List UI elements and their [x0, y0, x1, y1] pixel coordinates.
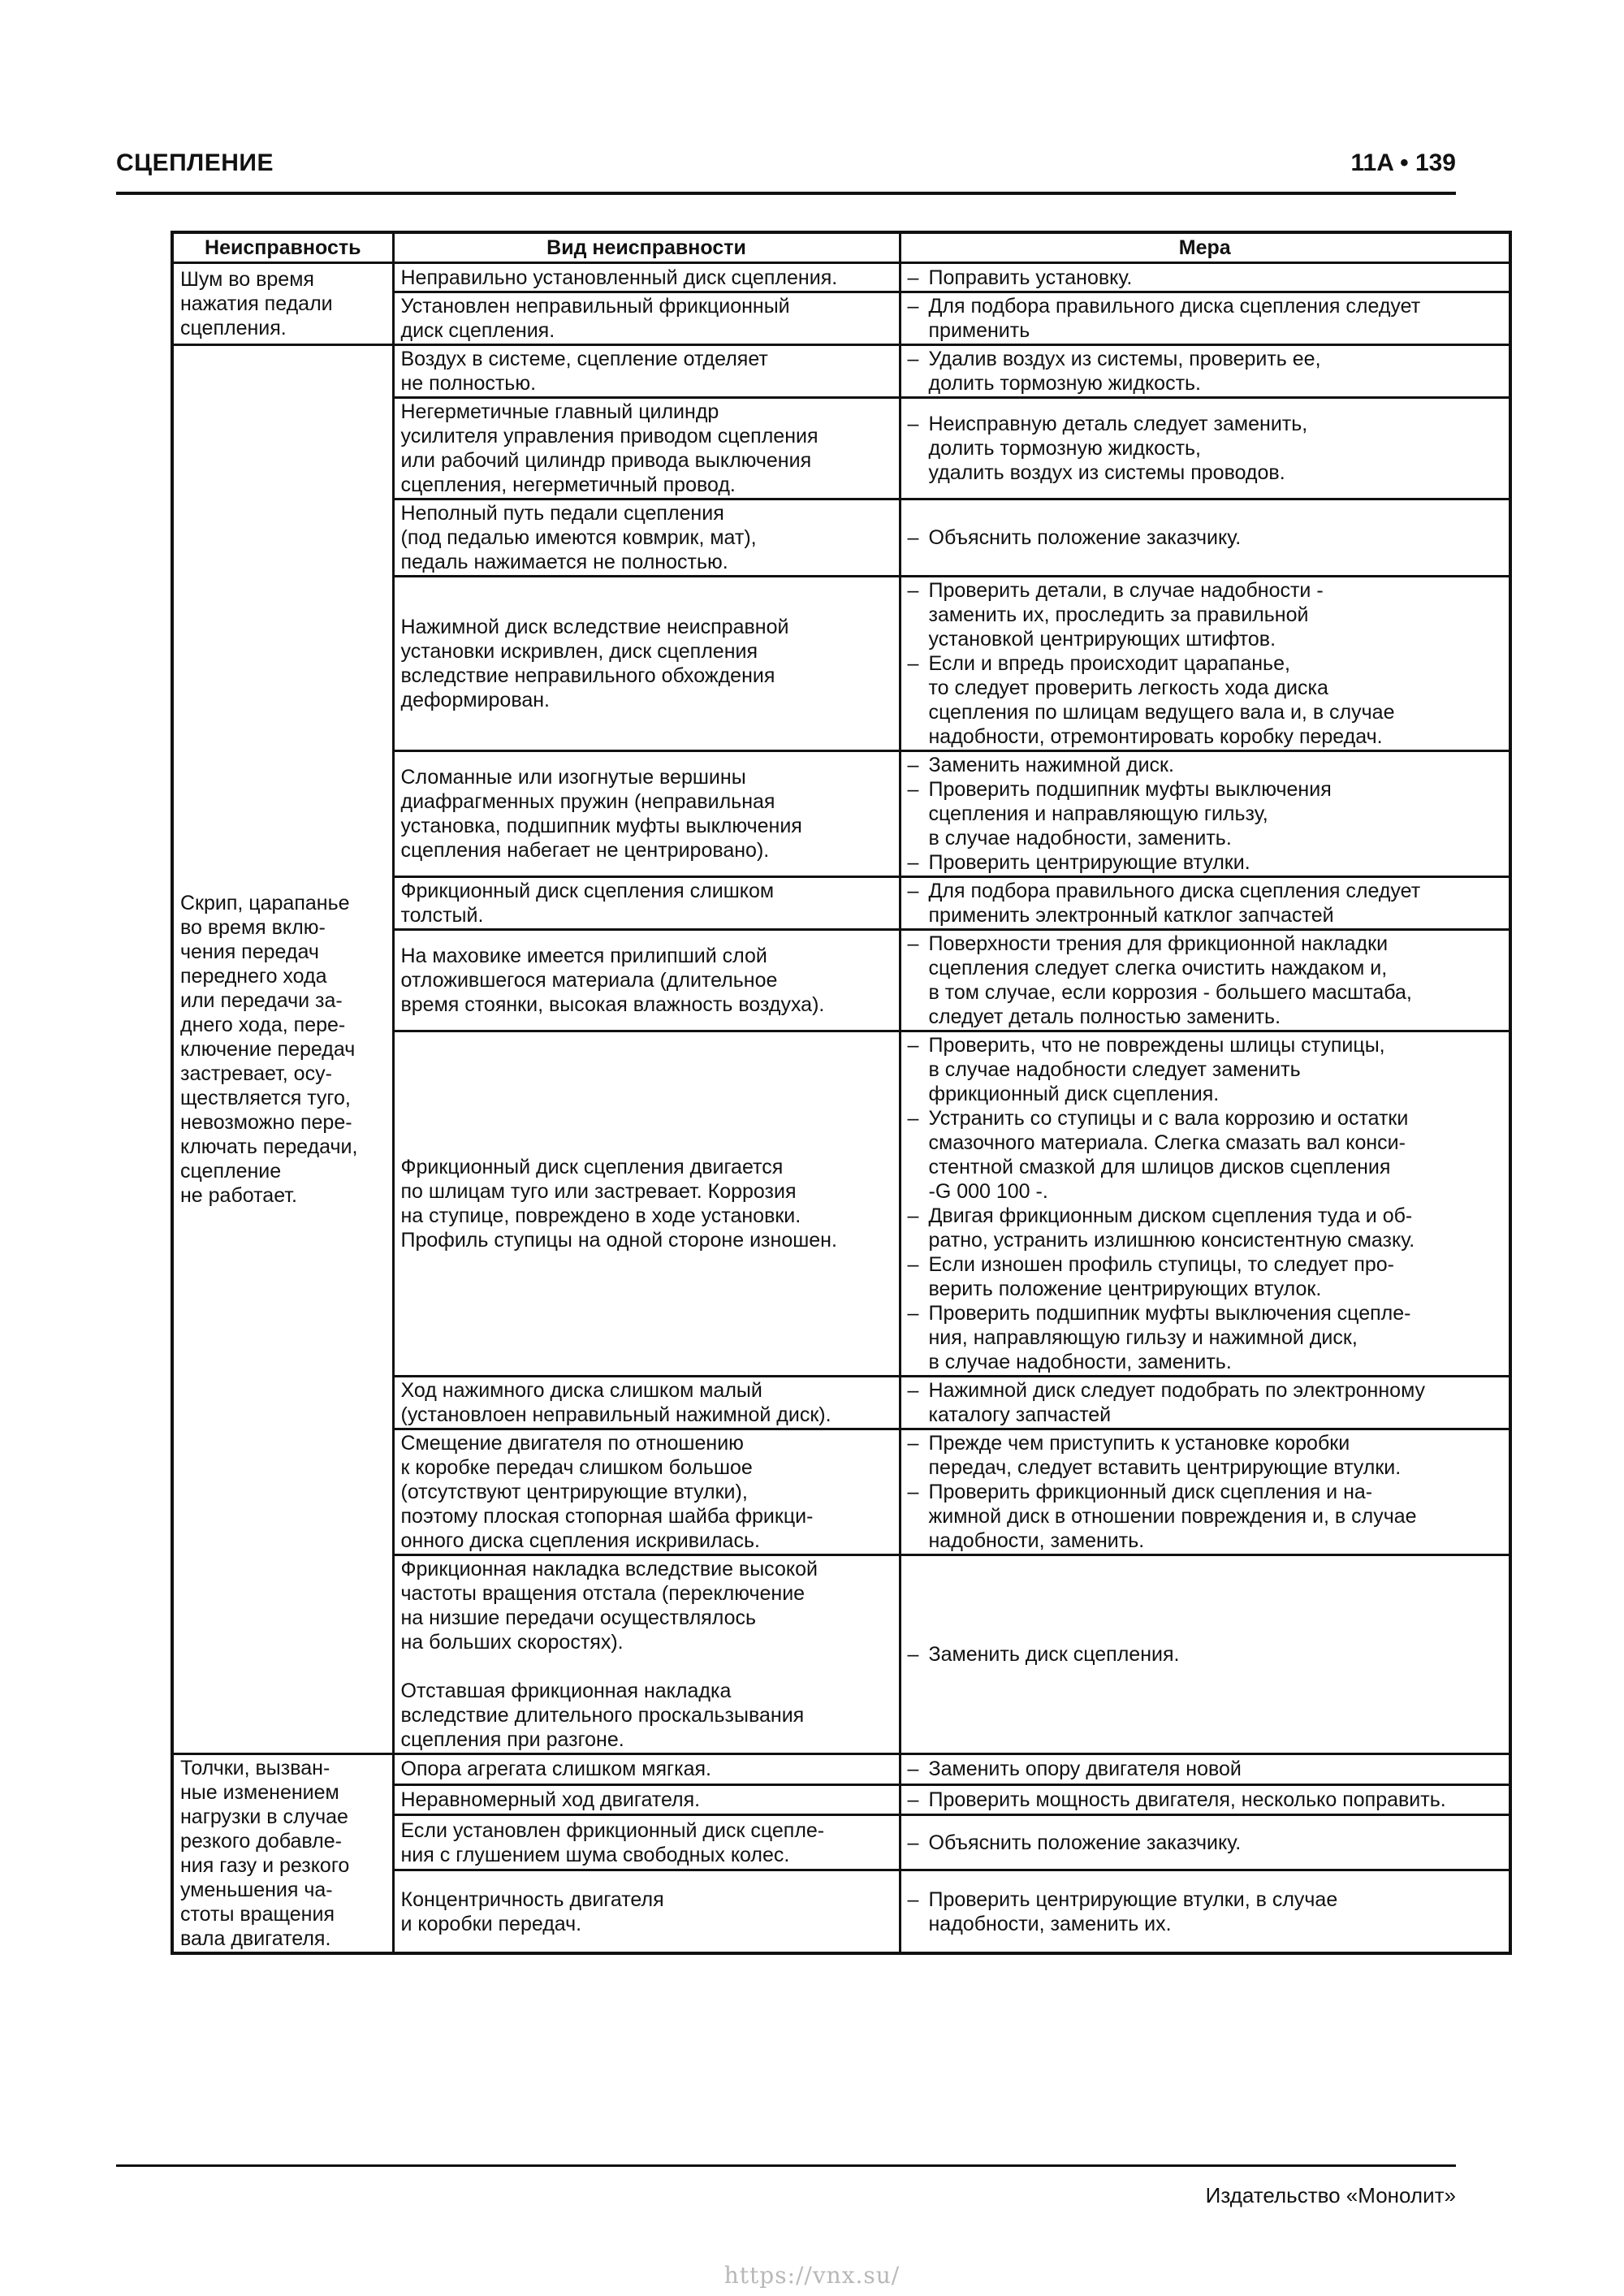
measure-text: Заменить диск сцепления. — [928, 1643, 1180, 1666]
column-header-fault: Неисправность — [172, 232, 393, 263]
measure-text: Заменить нажимной диск. — [928, 754, 1174, 776]
dash-bullet: – — [907, 754, 919, 776]
measure-cell — [900, 751, 1510, 877]
measure-text: Проверить фрикционный диск сцепления и на- жимной диск в отношении повреждения и, в случае надобности, заменить. — [928, 1481, 1417, 1552]
measure-item — [908, 932, 1503, 1029]
table-header-row — [172, 232, 1510, 263]
dash-bullet: – — [907, 880, 919, 902]
measure-text: Проверить подшипник муфты выключения сцепления и направляющую гильзу, в случае надобности, заменить. — [928, 778, 1332, 850]
measure-item — [908, 850, 1503, 875]
fault-kind-cell: Воздух в системе, сцепление отделяет не полностью. — [393, 345, 900, 398]
measure-item — [908, 753, 1503, 777]
fault-cell: Толчки, вызван- ные изменением нагрузки в случае резкого добавле- ния газу и резкого уменьшения ча- стоты вращения вала двигателя. — [172, 1754, 393, 1954]
dash-bullet: – — [907, 652, 919, 675]
measure-item — [908, 1106, 1503, 1204]
measure-text: Устранить со ступицы и с вала коррозию и остатки смазочного материала. Слегка смазать вал конси- стентной смазкой для шлицов дисков сцепления -G 000 100 -. — [928, 1107, 1409, 1203]
dash-bullet: – — [907, 1758, 919, 1781]
dash-bullet: – — [907, 1887, 919, 1911]
measure-item — [908, 1831, 1503, 1855]
dash-bullet: – — [907, 1831, 919, 1854]
measure-item — [908, 1204, 1503, 1252]
measure-item — [908, 1431, 1503, 1480]
fault-kind-cell: Нажимной диск вследствие неисправной установки искривлен, диск сцепления вследствие неправильного обхождения деформирован. — [393, 577, 900, 751]
measure-cell — [900, 263, 1510, 292]
measure-text: Нажимной диск следует подобрать по электронному каталогу запчастей — [928, 1379, 1426, 1426]
measure-item — [908, 1788, 1503, 1812]
dash-bullet: – — [907, 1253, 919, 1276]
fault-kind-cell: Концентричность двигателя и коробки передач. — [393, 1870, 900, 1953]
measure-cell — [900, 1377, 1510, 1429]
measure-cell — [900, 499, 1510, 577]
dash-bullet: – — [907, 1107, 919, 1130]
measure-item — [908, 1642, 1503, 1667]
measure-item — [908, 1757, 1503, 1781]
fault-kind-cell: Неправильно установленный диск сцепления. — [393, 263, 900, 292]
dash-bullet: – — [907, 1302, 919, 1325]
dash-bullet: – — [907, 413, 919, 435]
measure-item — [908, 1033, 1503, 1106]
dash-bullet: – — [907, 1481, 919, 1503]
table-row — [172, 345, 1510, 398]
measure-item — [908, 525, 1503, 550]
measure-text: Объяснить положение заказчику. — [928, 526, 1242, 549]
measure-item — [908, 412, 1503, 485]
measure-cell — [900, 1031, 1510, 1377]
measure-item — [908, 347, 1503, 396]
fault-kind-cell: Неполный путь педали сцепления (под педалью имеются ковмрик, мат), педаль нажимается не полностью. — [393, 499, 900, 577]
measure-cell — [900, 292, 1510, 345]
measure-cell — [900, 1784, 1510, 1815]
fault-kind-cell: Смещение двигателя по отношению к коробке передач слишком большое (отсутствуют центрирующие втулки), поэтому плоская стопорная шайба фрикци- онного диска сцепления искривилась. — [393, 1429, 900, 1555]
measure-item — [908, 1301, 1503, 1374]
measure-item — [908, 578, 1503, 651]
dash-bullet: – — [907, 1788, 919, 1811]
dash-bullet: – — [907, 295, 919, 318]
measure-text: Заменить опору двигателя новой — [928, 1758, 1242, 1781]
measure-cell — [900, 1870, 1510, 1953]
dash-bullet: – — [907, 778, 919, 801]
dash-bullet: – — [907, 1204, 919, 1227]
measure-cell — [900, 1555, 1510, 1754]
measure-text: Для подбора правильного диска сцепления следует применить электронный катклог запчастей — [928, 880, 1421, 927]
measure-text: Проверить мощность двигателя, несколько поправить. — [928, 1788, 1446, 1811]
measure-text: Проверить, что не повреждены шлицы ступицы, в случае надобности следует заменить фрикционный диск сцепления. — [928, 1034, 1385, 1105]
measure-text: Если и впредь происходит царапанье, то следует проверить легкость хода диска сцепления по шлицам ведущего вала и, в случае надобности, отремонтировать коробку передач. — [928, 652, 1395, 748]
fault-kind-cell: На маховике имеется прилипший слой отложившегося материала (длительное время стоянки, высокая влажность воздуха). — [393, 930, 900, 1031]
fault-cell: Скрип, царапанье во время вклю- чения передач переднего хода или передачи за- днего хода, пере- ключение передач застревает, осу- ществляется туго, невозможно пере- ключать передачи, сцепление не работает. — [172, 345, 393, 1754]
table-body — [172, 263, 1510, 1954]
measure-item — [908, 266, 1503, 290]
fault-kind-cell: Фрикционный диск сцепления двигается по шлицам туго или застревает. Коррозия на ступице, повреждено в ходе установки. Профиль ступицы на одной стороне изношен. — [393, 1031, 900, 1377]
fault-kind-cell: Сломанные или изогнутые вершины диафрагменных пружин (неправильная установка, подшипник муфты выключения сцепления набегает не центрировано). — [393, 751, 900, 877]
measure-item — [908, 777, 1503, 850]
page-footer — [116, 2164, 1456, 2207]
dash-bullet: – — [907, 266, 919, 289]
dash-bullet: – — [907, 1379, 919, 1402]
column-header-measure: Мера — [900, 232, 1510, 263]
measure-text: Удалив воздух из системы, проверить ее, долить тормозную жидкость. — [928, 348, 1321, 395]
dash-bullet: – — [907, 1643, 919, 1666]
measure-cell — [900, 1815, 1510, 1870]
measure-cell — [900, 577, 1510, 751]
dash-bullet: – — [907, 526, 919, 549]
diagnostics-table — [171, 231, 1512, 1955]
measure-text: Проверить центрирующие втулки, в случае надобности, заменить их. — [928, 1887, 1338, 1935]
measure-text: Неисправную деталь следует заменить, долить тормозную жидкость, удалить воздух из системы проводов. — [928, 413, 1308, 484]
fault-kind-cell: Если установлен фрикционный диск сцепле- ния с глушением шума свободных колес. — [393, 1815, 900, 1870]
measure-item — [908, 1887, 1503, 1936]
column-header-kind: Вид неисправности — [393, 232, 900, 263]
dash-bullet: – — [907, 1432, 919, 1455]
measure-text: Объяснить положение заказчику. — [928, 1831, 1242, 1854]
table-row — [172, 263, 1510, 292]
dash-bullet: – — [907, 579, 919, 602]
page-number: 11A • 139 — [1350, 149, 1456, 176]
measure-text: Для подбора правильного диска сцепления следует применить — [928, 295, 1421, 342]
measure-text: Поверхности трения для фрикционной накладки сцепления следует слегка очистить наждаком и, в том случае, если коррозия - большего масштаба, следует деталь полностью заменить. — [928, 932, 1412, 1028]
measure-item — [908, 1480, 1503, 1553]
fault-kind-cell: Установлен неправильный фрикционный диск сцепления. — [393, 292, 900, 345]
fault-kind-cell: Фрикционная накладка вследствие высокой частоты вращения отстала (переключение на низшие передачи осуществлялось на больших скоростях). Отставшая фрикционная накладка вследствие длительного проскальзывания сцепления при разгоне. — [393, 1555, 900, 1754]
measure-text: Двигая фрикционным диском сцепления туда и об- ратно, устранить излишнюю консистентную смазку. — [928, 1204, 1415, 1252]
measure-text: Проверить детали, в случае надобности - заменить их, проследить за правильной установкой центрирующих штифтов. — [928, 579, 1324, 651]
watermark-url: https://vnx.su/ — [723, 2262, 901, 2289]
fault-kind-cell: Неравномерный ход двигателя. — [393, 1784, 900, 1815]
fault-kind-cell: Фрикционный диск сцепления слишком толстый. — [393, 877, 900, 930]
measure-item — [908, 879, 1503, 927]
fault-kind-cell: Негерметичные главный цилиндр усилителя управления приводом сцепления или рабочий цилиндр привода выключения сцепления, негерметичный провод. — [393, 398, 900, 499]
measure-cell — [900, 1754, 1510, 1785]
dash-bullet: – — [907, 851, 919, 874]
measure-text: Поправить установку. — [928, 266, 1133, 289]
measure-item — [908, 1252, 1503, 1301]
dash-bullet: – — [907, 932, 919, 955]
section-title: СЦЕПЛЕНИЕ — [116, 149, 274, 176]
dash-bullet: – — [907, 1034, 919, 1057]
measure-item — [908, 294, 1503, 343]
fault-kind-cell: Ход нажимного диска слишком малый (установлоен неправильный нажимной диск). — [393, 1377, 900, 1429]
measure-text: Прежде чем приступить к установке коробки передач, следует вставить центрирующие втулки. — [928, 1432, 1402, 1479]
measure-cell — [900, 877, 1510, 930]
measure-item — [908, 651, 1503, 749]
fault-cell: Шум во время нажатия педали сцепления. — [172, 263, 393, 345]
measure-text: Проверить центрирующие втулки. — [928, 851, 1250, 874]
measure-cell — [900, 930, 1510, 1031]
measure-cell — [900, 398, 1510, 499]
table-row — [172, 1754, 1510, 1785]
fault-kind-cell: Опора агрегата слишком мягкая. — [393, 1754, 900, 1785]
measure-cell — [900, 1429, 1510, 1555]
measure-text: Если изношен профиль ступицы, то следует про- верить положение центрирующих втулок. — [928, 1253, 1394, 1300]
page-header — [116, 145, 1456, 195]
measure-text: Проверить подшипник муфты выключения сцепле- ния, направляющую гильзу и нажимной диск, в случае надобности, заменить. — [928, 1302, 1411, 1373]
publisher-name: Издательство «Монолит» — [1205, 2183, 1456, 2207]
measure-cell — [900, 345, 1510, 398]
dash-bullet: – — [907, 348, 919, 370]
measure-item — [908, 1378, 1503, 1427]
